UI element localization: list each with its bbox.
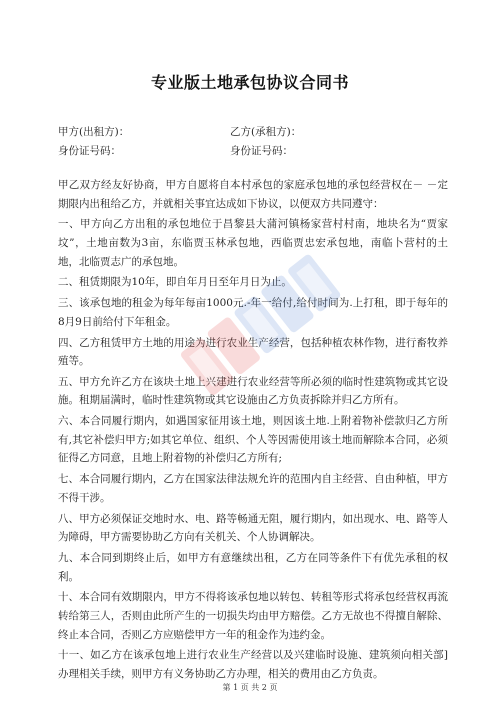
clause-8: 八、甲方必须保证交地时水、电、路等畅通无阻，履行期内，如出现水、电、路等人为障碍，甲方需要协助乙方向有关机关、个人协调解决。 — [58, 512, 448, 544]
clause-11: 十一、如乙方在该承包地上进行农业生产经营以及兴建临时设施、建筑须向相关部]办理相关手续，则甲方有义务协助乙方办理，相关的费用由乙方负责。 — [58, 649, 448, 680]
document-title: 专业版土地承包协议合同书 — [150, 73, 349, 92]
lessee-label: 乙方(承租方)： — [230, 126, 302, 138]
clause-2: 二、租赁期限为10年，即自年月日至年月日为止。 — [58, 276, 292, 289]
intro-paragraph: 甲乙双方经友好协商，甲方自愿将自本村承包的家庭承包地的承包经营权在－ －定期限内出租给乙方，并就相关事宜达成如下协议，以便双方共同遵守： — [58, 179, 448, 210]
clause-3: 三、该承包地的租金为每年每亩1000元.-年一给付,给付时间为.上打租，即于每年的8月9日前给付下年租金。 — [58, 297, 448, 328]
page-footer: 第 1 页 共 2 页 — [222, 683, 278, 692]
lessor-label: 甲方(出租方)： — [58, 126, 130, 138]
party-names-row — [58, 123, 478, 141]
clause-6: 六、本合同履行期内，如遇国家征用该土地，则因该土地.上附着物补偿款归乙方所有,其它补偿归甲方;如其它单位、组织、个人等因需使用该土地而解除本合同，必须征得乙方同意，且地上附着物的补偿归乙方所有; — [58, 415, 448, 465]
clause-4: 四、乙方租赁甲方土地的用途为进行农业生产经营，包括种植农林作物，进行畜牧养殖等。 — [58, 336, 448, 368]
lessee-id-label: 身份证号码： — [230, 145, 293, 157]
clause-5: 五、甲方允许乙方在该块土地上兴建进行农业经营等所必须的临时性建筑物或其它设施。租期届满时，临时性建筑物或其它设施由乙方负责拆除并归乙方所有。 — [58, 375, 448, 407]
party-id-row — [58, 142, 478, 160]
clause-7: 七、本合同履行期内，乙方在国家法律法规允许的范围内自主经营、自由种植，甲方不得干涉。 — [58, 473, 448, 504]
clause-1: 一、甲方向乙方出租的承包地位于昌黎县大蒲河镇杨家营村村南，地块名为“贾家坟”，土地亩数为3亩，东临贾玉林承包地，西临贾忠宏承包地，南临卜营村的土地，北临贾志广的承包地。 — [58, 218, 448, 268]
contract-body — [58, 176, 448, 686]
clause-10: 十、本合同有效期限内，甲方不得将该承包地以转包、转租等形式将承包经营权再流转给第三人，否则由此所产生的一切损失均由甲方赔偿。乙方无故也不得擅自解除、终止本合同，否则乙方应赔偿甲方一年的租金作为违约金。 — [58, 591, 448, 641]
lessor-id-label: 身份证号码： — [58, 145, 121, 157]
clause-9: 九、本合同到期终止后，如甲方有意继续出租，乙方在同等条件下有优先承租的权利。 — [58, 551, 448, 583]
